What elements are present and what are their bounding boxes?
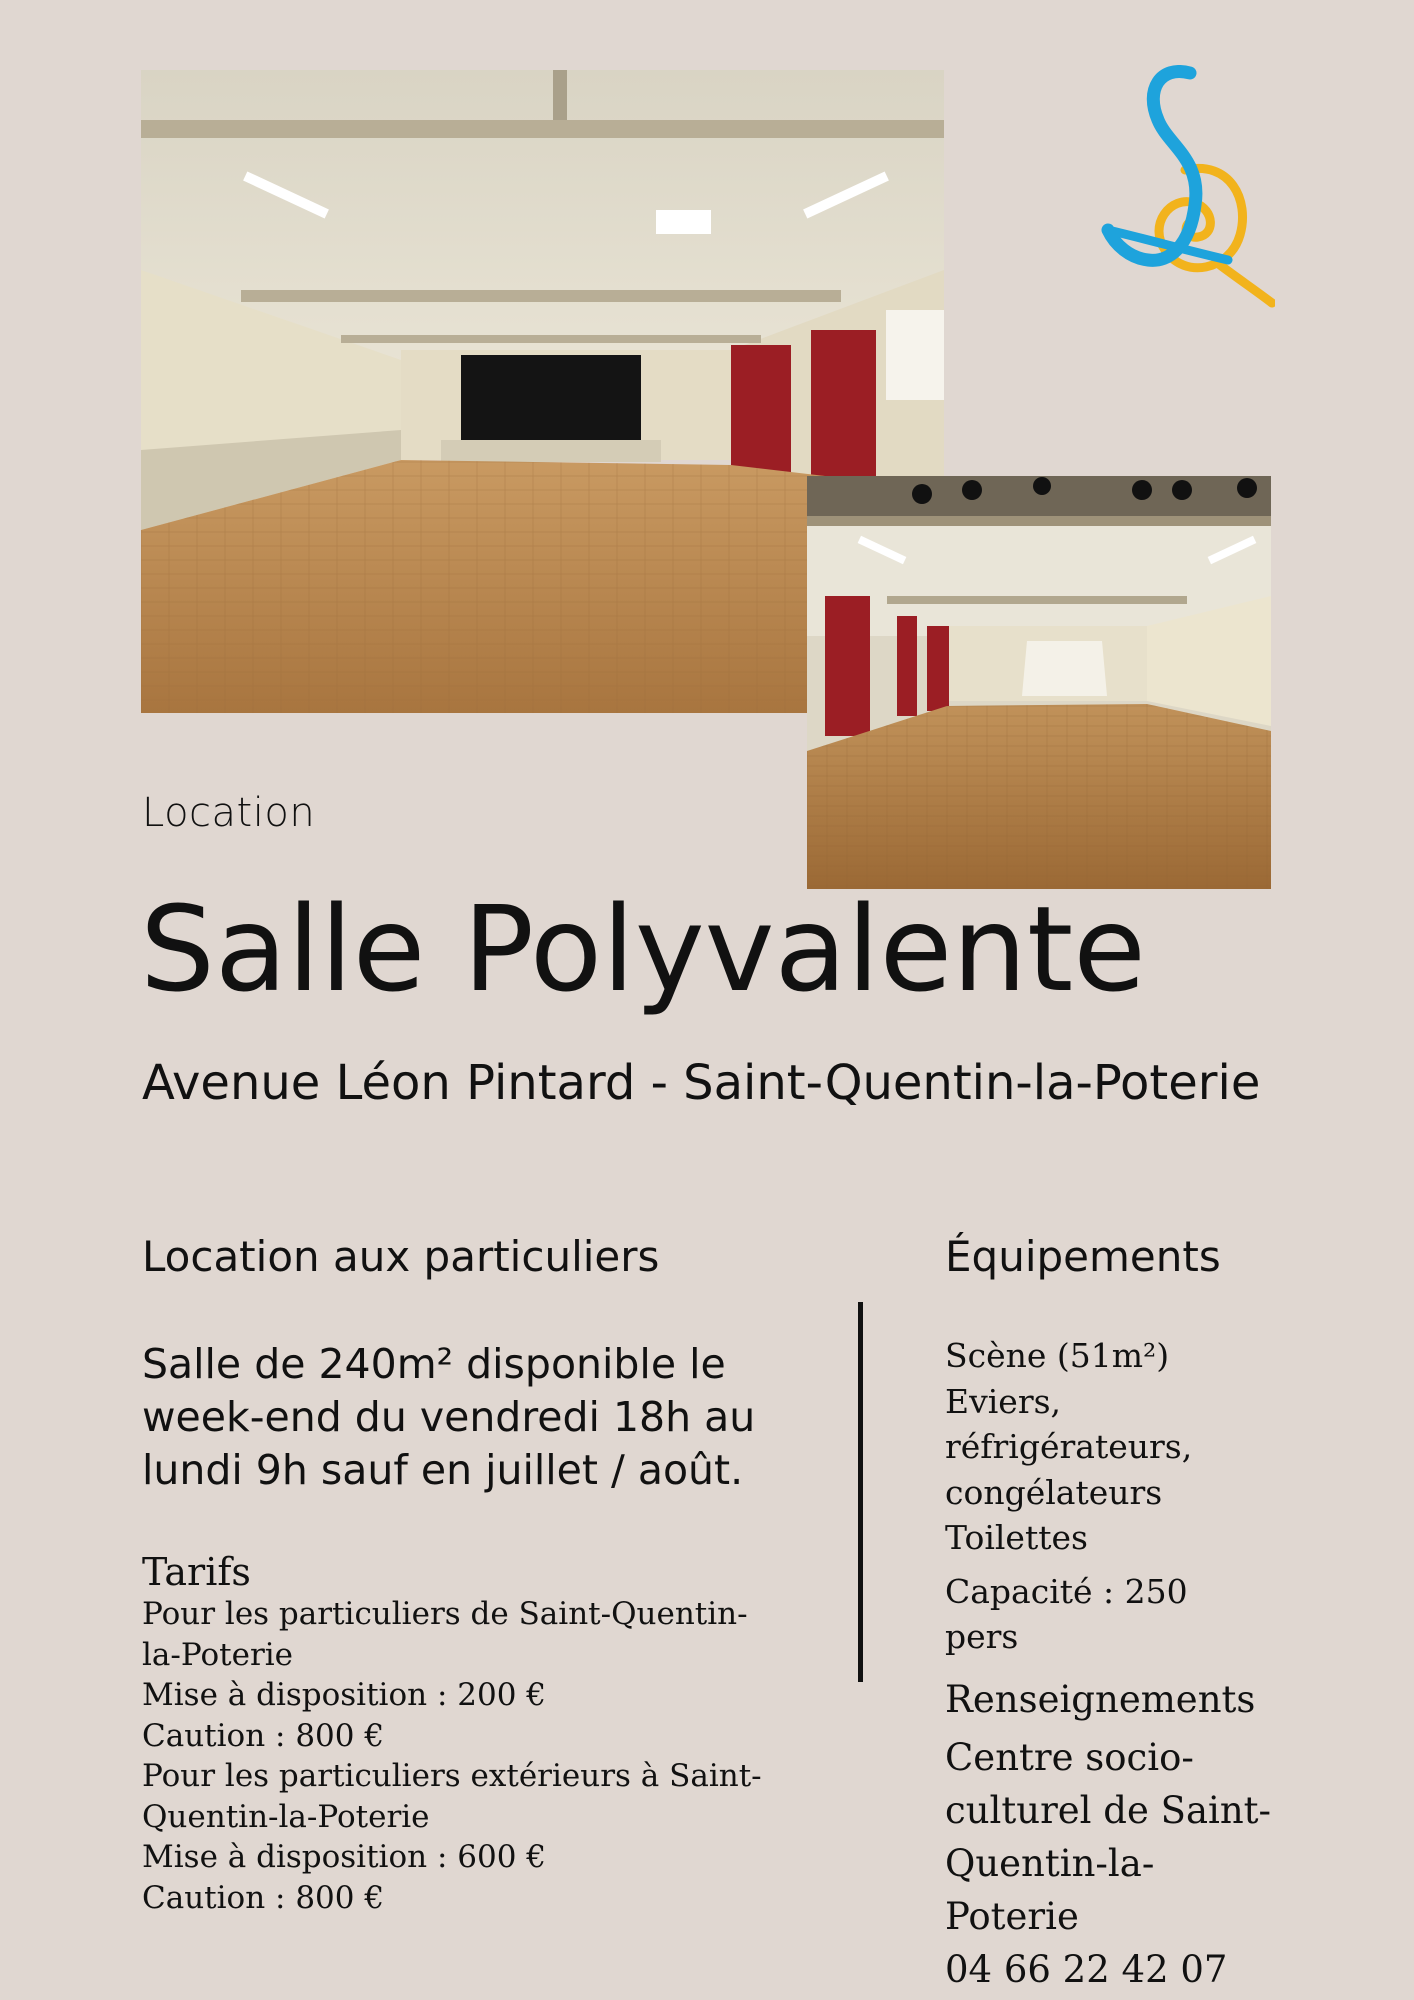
address: Avenue Léon Pintard - Saint-Quentin-la-Poterie bbox=[142, 1055, 1261, 1111]
rental-heading: Location aux particuliers bbox=[142, 1232, 660, 1281]
equipment-item: Scène (51m²) bbox=[945, 1336, 1170, 1375]
info-organisation: Centre socio-culturel de Saint-Quentin-la-Poterie bbox=[945, 1736, 1272, 1938]
tarif-line: Caution : 800 € bbox=[142, 1879, 385, 1916]
tarif-line: Mise à disposition : 200 € bbox=[142, 1677, 546, 1713]
column-divider bbox=[858, 1302, 863, 1682]
tarifs-heading: Tarifs bbox=[142, 1550, 251, 1594]
equipment-heading: Équipements bbox=[945, 1232, 1221, 1281]
location-label: Location bbox=[142, 790, 316, 836]
info-lines bbox=[945, 1731, 1275, 1996]
equipment-item: Eviers, réfrigérateurs, congélateurs bbox=[945, 1381, 1193, 1512]
tarif-line: Pour les particuliers extérieurs à Saint-Quentin-la-Poterie bbox=[142, 1758, 762, 1835]
availability-text: Salle de 240m² disponible le week-end du vendredi 18h au lundi 9h sauf en juillet / août. bbox=[142, 1340, 756, 1494]
equipment-item: Toilettes bbox=[945, 1518, 1088, 1557]
equipment-list bbox=[945, 1333, 1265, 1660]
tarifs-list bbox=[142, 1594, 782, 1918]
info-phone: 04 66 22 42 07 bbox=[945, 1948, 1228, 1991]
tarif-line: Pour les particuliers de Saint-Quentin-la-Poterie bbox=[142, 1596, 748, 1673]
tarif-line: Mise à disposition : 600 € bbox=[142, 1839, 546, 1875]
hall-photo-secondary bbox=[807, 476, 1271, 889]
equipment-item: Capacité : 250 pers bbox=[945, 1571, 1188, 1656]
info-heading: Renseignements bbox=[945, 1678, 1256, 1721]
sq-logo bbox=[1090, 65, 1275, 315]
page-title: Salle Polyvalente bbox=[140, 880, 1146, 1018]
tarif-line: Caution : 800 € bbox=[142, 1717, 385, 1754]
